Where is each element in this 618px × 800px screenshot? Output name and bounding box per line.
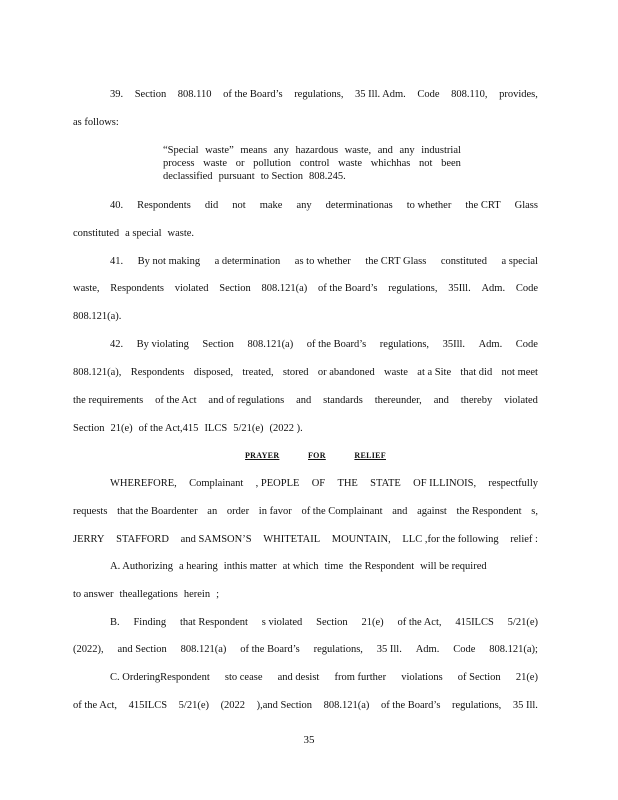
- word: Code: [515, 339, 538, 350]
- word: By not making: [137, 256, 201, 267]
- word: as to whether: [294, 256, 351, 267]
- word: any: [296, 200, 312, 211]
- word: of the Board’s: [306, 339, 367, 350]
- paragraph-42-line-3: [73, 394, 538, 407]
- word: 415ILCS: [128, 700, 168, 711]
- word: the CRT Glass: [365, 256, 427, 267]
- word: waste: [384, 367, 408, 378]
- paragraph-39-line-1: [110, 88, 538, 101]
- word: regulations,: [379, 339, 430, 350]
- word: Respondents: [130, 367, 185, 378]
- word: 808.110,: [451, 89, 488, 100]
- word: 35Ill.: [448, 283, 471, 294]
- word: whichhas: [370, 158, 411, 169]
- word: ILCS: [204, 423, 228, 434]
- word: regulations,: [452, 700, 502, 711]
- word: process: [163, 158, 195, 169]
- word: to answer: [73, 589, 114, 600]
- word: a hearing: [179, 561, 218, 572]
- word: to whether: [406, 200, 452, 211]
- word: waste,: [344, 145, 372, 156]
- word: a determination: [214, 256, 281, 267]
- word: that Respondent: [179, 617, 248, 628]
- word: will be required: [420, 561, 487, 572]
- word: a special: [125, 228, 162, 239]
- word: constituted: [440, 256, 487, 267]
- word: STATE: [370, 478, 401, 489]
- word: 415ILCS: [455, 617, 494, 628]
- word: violated: [504, 395, 538, 406]
- word: of the Board’s: [240, 644, 300, 655]
- word: the requirements: [73, 395, 144, 406]
- word: an: [207, 506, 218, 517]
- word: STAFFORD: [116, 534, 170, 545]
- word: JERRY: [73, 534, 105, 545]
- paragraph-42-line-2: [73, 366, 538, 379]
- word: make: [259, 200, 283, 211]
- word: and desist: [277, 672, 320, 683]
- wherefore-line-2: [73, 505, 538, 518]
- word: 808.121(a);: [489, 644, 538, 655]
- word: pollution: [253, 158, 292, 169]
- word: determinationas: [325, 200, 393, 211]
- paragraph-41-line-3: [73, 310, 538, 323]
- word: 808.121(a): [247, 339, 294, 350]
- word: 35Ill.: [442, 339, 466, 350]
- relief-b-line-2: [73, 643, 538, 656]
- word: of the Board’s: [318, 283, 378, 294]
- prayer-for-relief-heading: [245, 451, 386, 461]
- word: thereunder,: [374, 395, 422, 406]
- word: or: [235, 158, 245, 169]
- word: (2022 ).: [269, 423, 303, 434]
- word: waste.: [167, 228, 195, 239]
- wherefore-line-1: [110, 477, 538, 490]
- word: Section: [202, 339, 234, 350]
- word: LLC ,for the following: [402, 534, 499, 545]
- word: 42.: [110, 339, 124, 350]
- word: ),and Section: [256, 700, 313, 711]
- word: regulations,: [388, 283, 438, 294]
- word: Adm.: [478, 339, 503, 350]
- word: and of regulations: [208, 395, 285, 406]
- word: Respondents: [137, 200, 191, 211]
- word: violations: [401, 672, 443, 683]
- word: OF ILLINOIS,: [413, 478, 477, 489]
- word: thereby: [460, 395, 493, 406]
- word: disposed,: [193, 367, 234, 378]
- word: waste”: [205, 145, 234, 156]
- block-quote-line-1: [163, 144, 461, 157]
- word: inthis matter: [223, 561, 277, 572]
- word: (2022: [220, 700, 246, 711]
- word: industrial: [421, 145, 461, 156]
- word: sto cease: [224, 672, 263, 683]
- page-number: 35: [303, 734, 315, 746]
- word: means: [240, 145, 268, 156]
- relief-b-line-1: [110, 616, 538, 629]
- word: any: [273, 145, 289, 156]
- relief-a-line-2: [73, 588, 538, 601]
- word: Finding: [133, 617, 167, 628]
- word: any: [399, 145, 415, 156]
- wherefore-line-3: [73, 533, 538, 546]
- relief-c-line-2: [73, 699, 538, 712]
- word: not meet: [501, 367, 538, 378]
- word: of the Board’s: [380, 700, 441, 711]
- word: of the Act,: [397, 617, 442, 628]
- word: as follows:: [73, 117, 119, 128]
- word: waste: [338, 158, 363, 169]
- word: respectfully: [488, 478, 538, 489]
- word: pursuant: [218, 171, 255, 182]
- word: of Section: [457, 672, 501, 683]
- word: 21(e): [361, 617, 384, 628]
- word: 5/21(e): [178, 700, 209, 711]
- word: s,: [531, 506, 538, 517]
- word: waste,: [73, 283, 100, 294]
- word: and: [377, 145, 393, 156]
- word: or abandoned: [317, 367, 375, 378]
- word: regulations,: [313, 644, 363, 655]
- paragraph-42-line-1: [110, 338, 538, 351]
- word: that the Boardenter: [117, 506, 198, 517]
- word: WHITETAIL: [263, 534, 321, 545]
- word: C. OrderingRespondent: [110, 672, 210, 683]
- word: Code: [453, 644, 476, 655]
- word: control: [299, 158, 330, 169]
- word: of the Board’s: [223, 89, 283, 100]
- word: WHEREFORE,: [110, 478, 177, 489]
- word: waste: [203, 158, 228, 169]
- word: 35 Ill.: [512, 700, 538, 711]
- word: declassified: [163, 171, 213, 182]
- heading-word: PRAYER: [245, 451, 280, 460]
- word: relief :: [510, 534, 538, 545]
- word: Complainant: [189, 478, 244, 489]
- word: Code: [515, 283, 538, 294]
- word: that did: [460, 367, 493, 378]
- word: the Respondent: [456, 506, 522, 517]
- word: 41.: [110, 256, 124, 267]
- word: MOUNTAIN,: [331, 534, 391, 545]
- word: (2022),: [73, 644, 104, 655]
- word: been: [441, 158, 461, 169]
- word: violated: [174, 283, 209, 294]
- word: Glass: [514, 200, 538, 211]
- word: of the Act,: [73, 700, 118, 711]
- word: a special: [501, 256, 538, 267]
- word: and Section: [117, 644, 167, 655]
- word: Section: [134, 89, 167, 100]
- word: By violating: [136, 339, 189, 350]
- word: ;: [216, 589, 220, 600]
- word: to Section: [260, 171, 304, 182]
- word: 808.245.: [309, 171, 346, 182]
- word: 35 Ill. Adm.: [355, 89, 406, 100]
- block-quote-line-3: [163, 170, 461, 183]
- word: did: [204, 200, 219, 211]
- word: standards: [323, 395, 363, 406]
- word: at which: [282, 561, 319, 572]
- word: hazardous: [295, 145, 339, 156]
- word: of the Act: [155, 395, 197, 406]
- word: time: [324, 561, 344, 572]
- paragraph-39-line-2: [73, 116, 538, 129]
- word: not: [232, 200, 246, 211]
- word: in favor: [258, 506, 292, 517]
- word: theallegations: [119, 589, 178, 600]
- word: Adm.: [481, 283, 506, 294]
- word: OF: [311, 478, 326, 489]
- word: order: [226, 506, 250, 517]
- paragraph-42-line-4: [73, 422, 538, 435]
- word: B.: [110, 617, 120, 628]
- word: 808.121(a).: [73, 311, 122, 322]
- word: and SAMSON’S: [180, 534, 252, 545]
- word: Adm.: [415, 644, 440, 655]
- word: 39.: [110, 89, 124, 100]
- word: 808.110: [177, 89, 212, 100]
- word: herein: [183, 589, 211, 600]
- word: “Special: [163, 145, 199, 156]
- word: of the Act,415: [138, 423, 199, 434]
- word: 35 Ill.: [376, 644, 402, 655]
- word: 5/21(e): [233, 423, 264, 434]
- word: 21(e): [515, 672, 538, 683]
- word: not: [419, 158, 433, 169]
- word: 808.121(a),: [73, 367, 122, 378]
- word: Code: [417, 89, 440, 100]
- word: Section: [219, 283, 251, 294]
- word: of the Complainant: [301, 506, 383, 517]
- word: requests: [73, 506, 108, 517]
- relief-a-line-1: [110, 560, 538, 573]
- word: s violated: [261, 617, 303, 628]
- word: 21(e): [110, 423, 133, 434]
- word: and: [392, 506, 408, 517]
- word: the CRT: [465, 200, 501, 211]
- word: 808.121(a): [261, 283, 308, 294]
- word: A. Authorizing: [110, 561, 173, 572]
- word: and: [433, 395, 449, 406]
- block-quote-line-2: [163, 157, 461, 170]
- heading-word: FOR: [308, 451, 326, 460]
- word: , PEOPLE: [255, 478, 300, 489]
- word: provides,: [499, 89, 538, 100]
- paragraph-41-line-2: [73, 282, 538, 295]
- word: treated,: [242, 367, 274, 378]
- word: Respondents: [110, 283, 164, 294]
- word: 808.121(a): [180, 644, 227, 655]
- word: THE: [337, 478, 358, 489]
- paragraph-40-line-1: [110, 199, 538, 212]
- word: and: [296, 395, 312, 406]
- word: at a Site: [417, 367, 452, 378]
- word: constituted: [73, 228, 120, 239]
- word: 5/21(e): [507, 617, 538, 628]
- heading-word: RELIEF: [354, 451, 386, 460]
- word: Section: [316, 617, 348, 628]
- word: stored: [282, 367, 309, 378]
- word: Section: [73, 423, 105, 434]
- word: the Respondent: [349, 561, 415, 572]
- word: 808.121(a): [323, 700, 370, 711]
- relief-c-line-1: [110, 671, 538, 684]
- word: against: [417, 506, 447, 517]
- word: 40.: [110, 200, 124, 211]
- word: regulations,: [294, 89, 344, 100]
- paragraph-40-line-2: [73, 227, 538, 240]
- word: from further: [334, 672, 387, 683]
- paragraph-41-line-1: [110, 255, 538, 268]
